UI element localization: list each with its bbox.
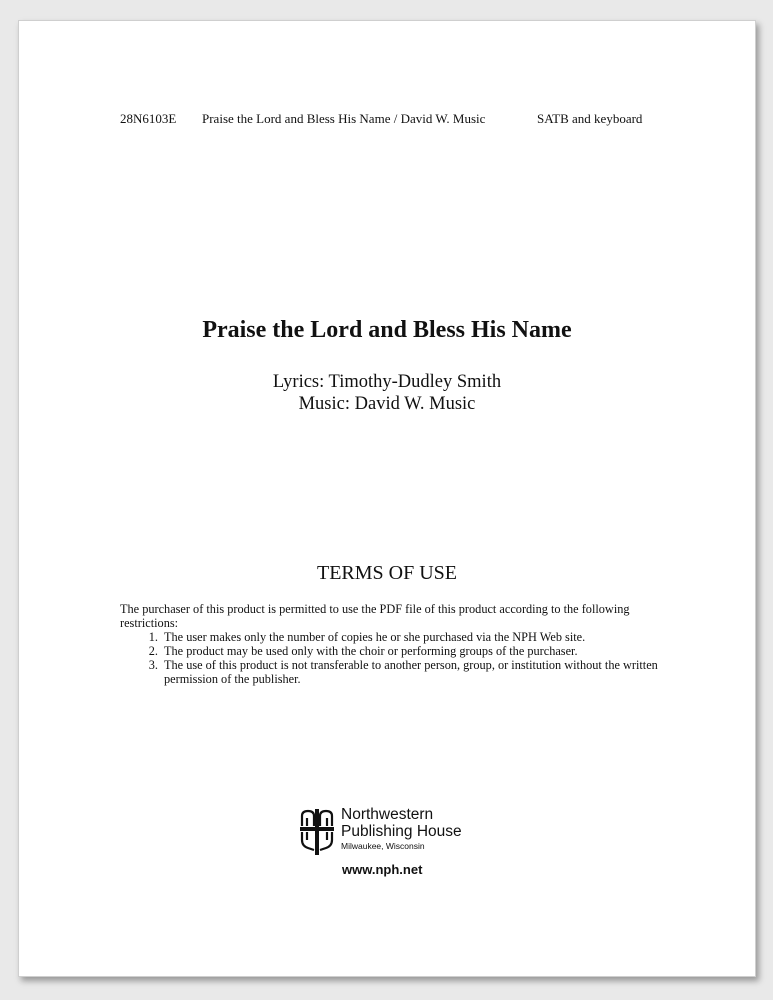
header-title-composer: Praise the Lord and Bless His Name / David W. Music (202, 111, 486, 126)
publisher-name-line1: Northwestern (341, 806, 434, 823)
publisher-name-block (341, 806, 462, 851)
header-voicing: SATB and keyboard (537, 111, 643, 126)
running-header (19, 111, 755, 127)
terms-list (120, 630, 680, 686)
terms-item: 1. The user makes only the number of copies he or she purchased via the NPH Web site. (161, 630, 680, 644)
credits (19, 371, 755, 415)
catalog-number: 28N6103E (120, 111, 177, 126)
page-title: Praise the Lord and Bless His Name (202, 317, 572, 343)
publisher-logo (299, 806, 519, 906)
terms-item: 2. The product may be used only with the choir or performing groups of the purchaser. (161, 644, 680, 658)
terms-intro: The purchaser of this product is permitted to use the PDF file of this product according to the following restrictions: (120, 602, 630, 630)
terms-heading: TERMS OF USE (316, 562, 458, 584)
terms-item: 3. The use of this product is not transferable to another person, group, or institution without the written permission of the publisher. (161, 658, 680, 686)
lyrics-credit: Lyrics: Timothy-Dudley Smith (272, 372, 502, 392)
terms-of-use (120, 602, 680, 686)
document-page (18, 20, 756, 977)
publisher-url[interactable]: www.nph.net (342, 862, 423, 877)
music-credit: Music: David W. Music (298, 394, 476, 414)
nph-cross-logo-icon (299, 808, 335, 856)
publisher-name-line2: Publishing House (341, 823, 462, 840)
publisher-location: Milwaukee, Wisconsin (341, 841, 425, 851)
